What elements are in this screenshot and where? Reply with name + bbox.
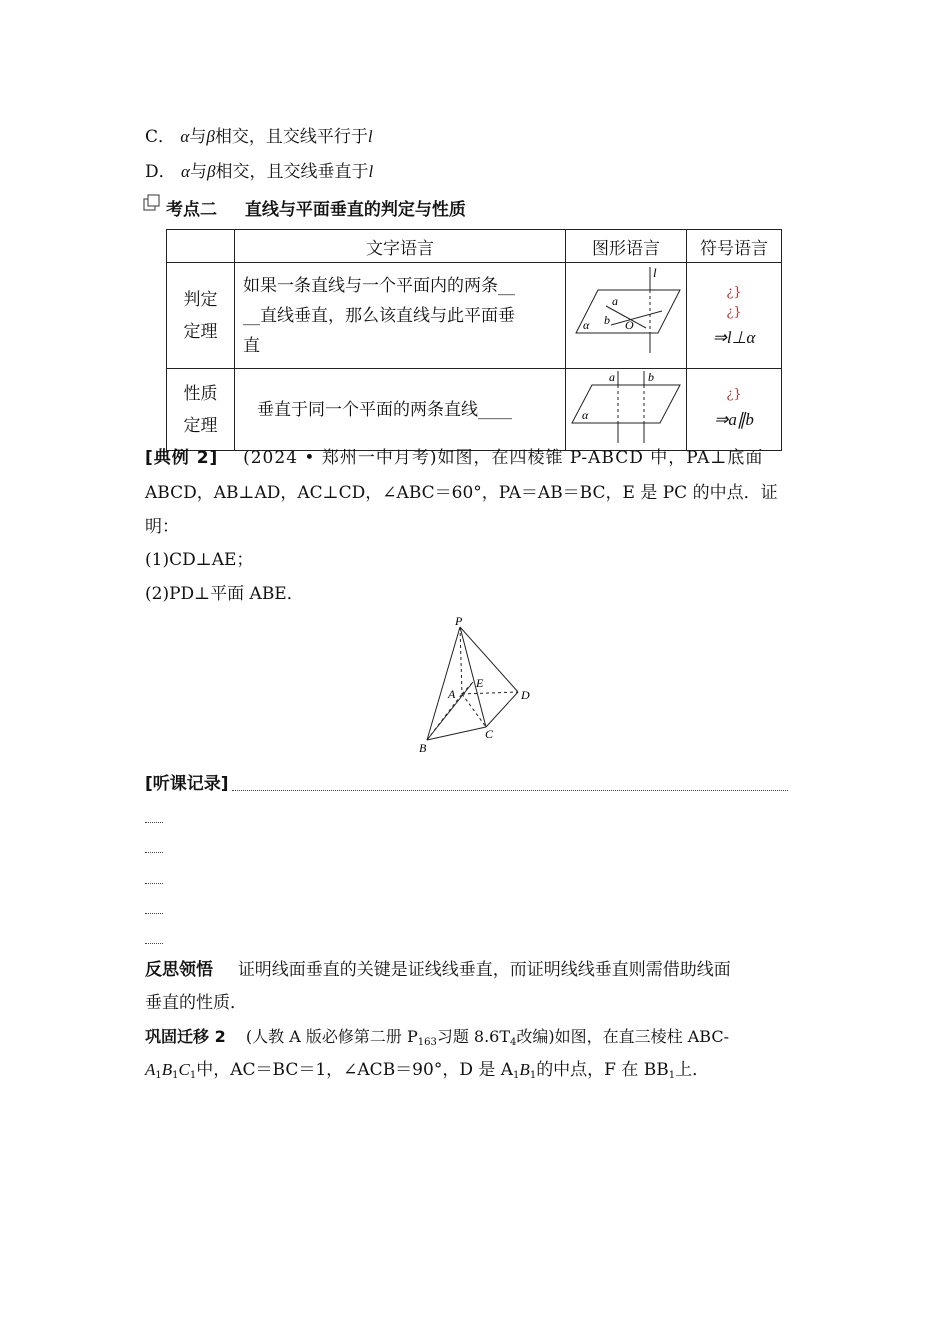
line-l: l [368,162,374,181]
notes-label: [听课记录] [145,774,229,794]
text: C [178,1060,190,1079]
subscript: 1 [172,1070,179,1081]
notes-line[interactable] [145,913,163,914]
text-language-cell [235,369,566,451]
symbol-glyph: ¿ [726,386,734,402]
fig-label-alpha: α [583,318,590,332]
beta: β [206,127,215,146]
figure-cell [566,369,687,451]
text-language-cell [235,263,566,369]
reflection-line-2: 垂直的性质． [145,993,247,1013]
theorem-table [166,229,782,451]
text-line: 垂直于同一个平面的两条直线____ [257,399,512,420]
pyramid-figure [410,612,550,762]
row-name-line: 定理 [183,321,218,342]
text: 与 [189,162,207,182]
row-name-line: 性质 [183,383,218,404]
text: 相交，且交线平行于 [214,127,368,147]
fig-label-e: E [476,676,484,690]
practice-line-2 [145,1059,709,1087]
fig-label-d: D [521,688,530,702]
symbol-result: ⇒a∥b [714,409,754,429]
reflection-line-1 [145,959,731,981]
notes-line[interactable] [145,883,163,884]
row-name [167,263,235,369]
example-source: (2024 • 郑州一中月考) [243,448,438,468]
option-letter: D． [145,162,176,182]
example-question-1: (1)CD⊥AE； [145,550,254,570]
option-d [145,161,373,183]
fig-label-a: a [609,370,615,384]
reflection-label: 反思领悟 [145,960,213,980]
alpha: α [180,127,190,146]
header-symbol-language: 符号语言 [687,230,782,263]
text-line: 如果一条直线与一个平面内的两条__ [243,275,515,296]
symbol-glyph: ¿ [726,304,734,320]
row-name-line: 定理 [183,415,218,436]
header-text-language: 文字语言 [235,230,566,263]
text-line: __直线垂直，那么该直线与此平面垂 [243,305,515,326]
fig-label-a: A [448,687,456,701]
fig-label-l: l [653,265,657,280]
subscript: 1 [668,1070,676,1081]
text: (人教 A 版必修第二册 P [245,1027,418,1046]
section-label: 考点二 [166,200,217,220]
practice-line-1 [145,1026,729,1054]
row-name-line: 判定 [183,289,218,310]
symbol-cell: ¿} ¿} ⇒l⊥α [687,263,782,369]
notes-line[interactable] [232,790,788,791]
text: 改编)如图，在直三棱柱 ABC- [516,1027,730,1046]
symbol-cell: ¿} ⇒a∥b [687,369,782,451]
fig-label-alpha: α [582,408,589,422]
option-c [145,126,373,148]
reflection-text: 证明线面垂直的关键是证线线垂直，而证明线线垂直则需借助线面 [237,960,731,980]
alpha: α [181,162,190,181]
section-title: 直线与平面垂直的判定与性质 [244,200,466,220]
fig-label-a: a [612,294,618,308]
symbol-glyph: ¿ [726,284,734,300]
fig-label-o: O [625,318,634,332]
symbol-result: ⇒l⊥α [712,327,756,347]
line-l: l [367,127,373,146]
subscript: 163 [417,1037,437,1048]
notes-line[interactable] [145,822,163,823]
section-square-icon [143,194,161,212]
beta: β [206,162,216,181]
section-heading [166,199,466,221]
parallel-lines-figure [566,369,686,445]
fig-label-b: b [648,370,654,384]
text: 习题 8.6T [436,1027,511,1046]
row-name [167,369,235,451]
notes-line[interactable] [145,852,163,853]
practice-label: 巩固迁移 2 [145,1027,226,1046]
subscript: 4 [510,1037,517,1048]
example-tag: [典例 2] [145,448,219,468]
subscript: 1 [155,1070,162,1081]
perpendicular-plane-figure [566,263,686,363]
text: 的中点，F 在 BB [536,1060,669,1080]
example-text: 如图，在四棱锥 P-ABCD 中，PA⊥底面 [437,448,764,468]
figure-cell [566,263,687,369]
table-corner [167,230,235,263]
subscript: 1 [513,1070,520,1081]
option-letter: C． [145,127,176,147]
fig-label-c: C [485,727,494,741]
text: 相交，且交线垂直于 [215,162,369,182]
notes-line[interactable] [145,943,163,944]
fig-label-p: P [455,614,463,628]
subscript: 1 [529,1070,537,1081]
text: A [145,1060,156,1079]
text: 与 [189,127,207,147]
example-line-2: ABCD，AB⊥AD，AC⊥CD，∠ABC＝60°，PA＝AB＝BC，E 是 PC 的中点．证 [145,483,778,503]
example-line-1 [145,447,763,469]
fig-label-b: B [419,741,427,755]
text-line: 直 [243,335,260,356]
text: 上． [675,1060,710,1080]
fig-label-b: b [604,313,610,327]
text: 中，AC＝BC＝1，∠ACB＝90°，D 是 A [196,1060,514,1080]
header-figure-language: 图形语言 [566,230,687,263]
table-row-judgement [167,263,782,369]
table-row-property [167,369,782,451]
text: B [519,1060,530,1079]
subscript: 1 [189,1070,197,1081]
text: B [161,1060,173,1079]
example-line-3: 明： [145,517,179,537]
example-question-2: (2)PD⊥平面 ABE． [145,584,304,604]
